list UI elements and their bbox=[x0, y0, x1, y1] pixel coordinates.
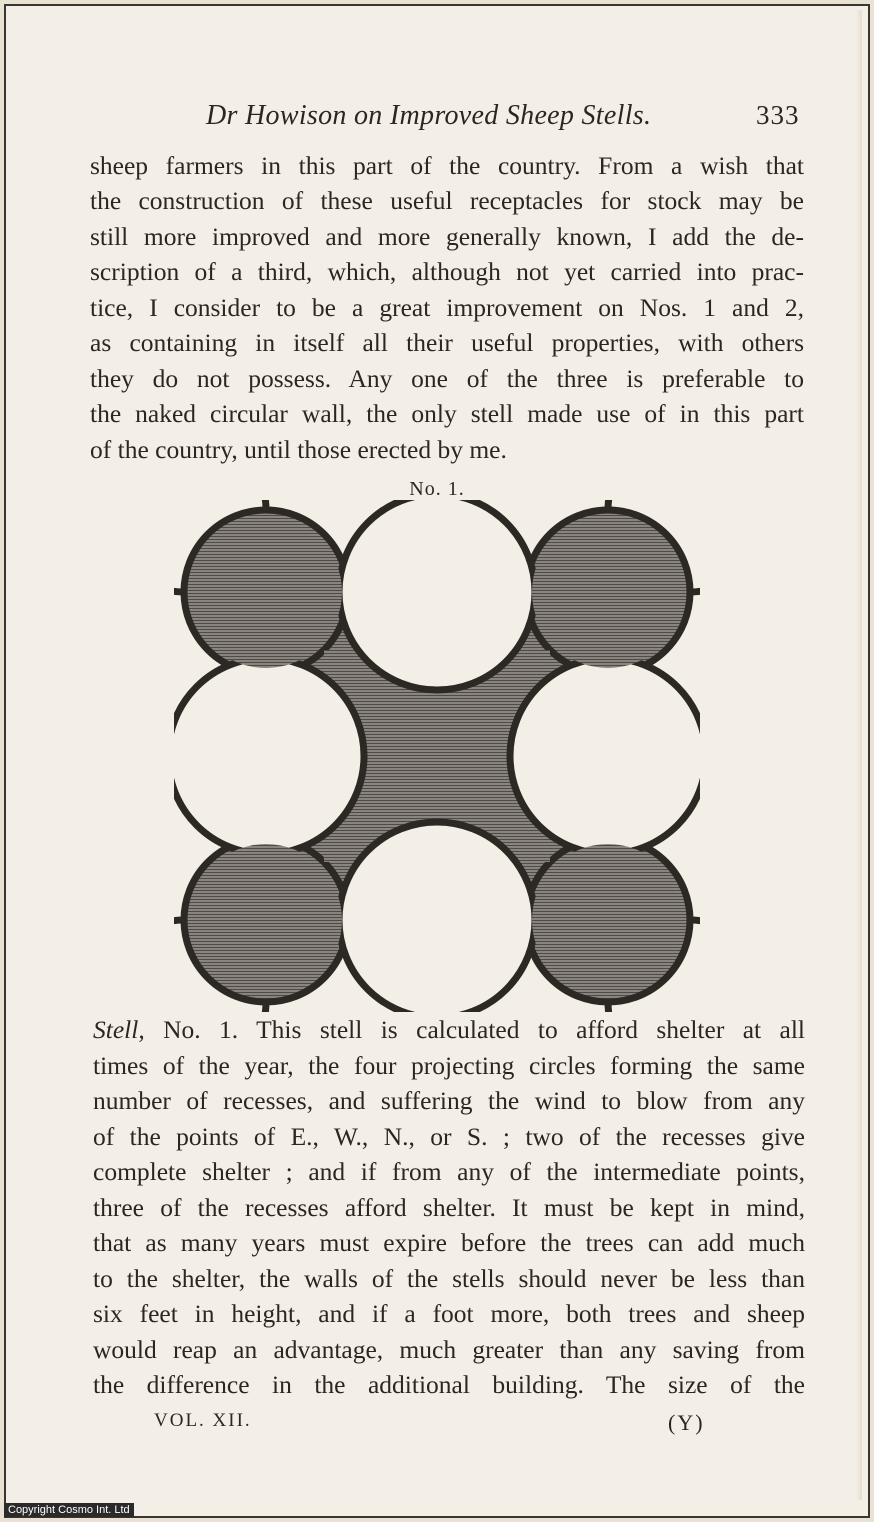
copyright-watermark: Copyright Cosmo Int. Ltd bbox=[4, 1503, 134, 1517]
text-line-rest: No. 1. This stell is calculated to afford shelter at all bbox=[144, 1015, 805, 1044]
text-line: would reap an advantage, much greater than any saving from bbox=[93, 1335, 805, 1364]
page-edge-shadow bbox=[856, 10, 862, 1500]
stell-lobe-nw bbox=[190, 516, 342, 668]
text-line: that as many years must expire before the trees can add much bbox=[93, 1228, 805, 1257]
stell-label: Stell, bbox=[93, 1015, 145, 1044]
text-line: sheep farmers in this part of the country. From a wish that bbox=[90, 151, 804, 180]
text-line: complete shelter ; and if from any of the intermediate points, bbox=[93, 1157, 805, 1186]
stell-diagram-svg bbox=[174, 500, 700, 1012]
running-head bbox=[0, 98, 874, 138]
text-line: six feet in height, and if a foot more, both trees and sheep bbox=[93, 1299, 805, 1328]
stell-lobe-se bbox=[532, 844, 684, 996]
text-line: scription of a third, which, although not yet carried into prac- bbox=[90, 257, 804, 286]
text-line: number of recesses, and suffering the wind to blow from any bbox=[93, 1086, 805, 1115]
text-line: three of the recesses afford shelter. It must be kept in mind, bbox=[93, 1193, 805, 1222]
recess-north bbox=[339, 500, 535, 690]
text-line: they do not possess. Any one of the three is preferable to bbox=[90, 364, 804, 393]
volume-label: VOL. XII. bbox=[154, 1410, 252, 1431]
text-line: the naked circular wall, the only stell made use of in this part bbox=[90, 399, 804, 428]
recess-east bbox=[510, 658, 700, 854]
stell-shape bbox=[174, 500, 700, 1012]
recess-south bbox=[339, 822, 535, 1012]
stell-lobe-sw bbox=[190, 844, 342, 996]
text-line-first bbox=[93, 1012, 805, 1048]
text-line: of the points of E., W., N., or S. ; two of the recesses give bbox=[93, 1122, 805, 1151]
stell-lobe-ne bbox=[532, 516, 684, 668]
page-number: 333 bbox=[756, 100, 800, 130]
running-head-title: Dr Howison on Improved Sheep Stells. bbox=[206, 100, 652, 131]
text-line: still more improved and more generally known, I add the de- bbox=[90, 222, 804, 251]
text-line: of the country, until those erected by me. bbox=[90, 435, 507, 464]
text-line: as containing in itself all their useful properties, with others bbox=[90, 328, 804, 357]
figure-caption: No. 1. bbox=[409, 478, 465, 500]
text-line: times of the year, the four projecting circles forming the same bbox=[93, 1051, 805, 1080]
text-line: the construction of these useful receptacles for stock may be bbox=[90, 186, 804, 215]
text-line: the difference in the additional building. The size of the bbox=[93, 1370, 805, 1399]
text-line: to the shelter, the walls of the stells should never be less than bbox=[93, 1264, 805, 1293]
text-line: tice, I consider to be a great improvement on Nos. 1 and 2, bbox=[90, 293, 804, 322]
stell-diagram bbox=[174, 500, 700, 1017]
signature-mark: (Y) bbox=[668, 1410, 705, 1435]
recess-west bbox=[174, 658, 364, 854]
